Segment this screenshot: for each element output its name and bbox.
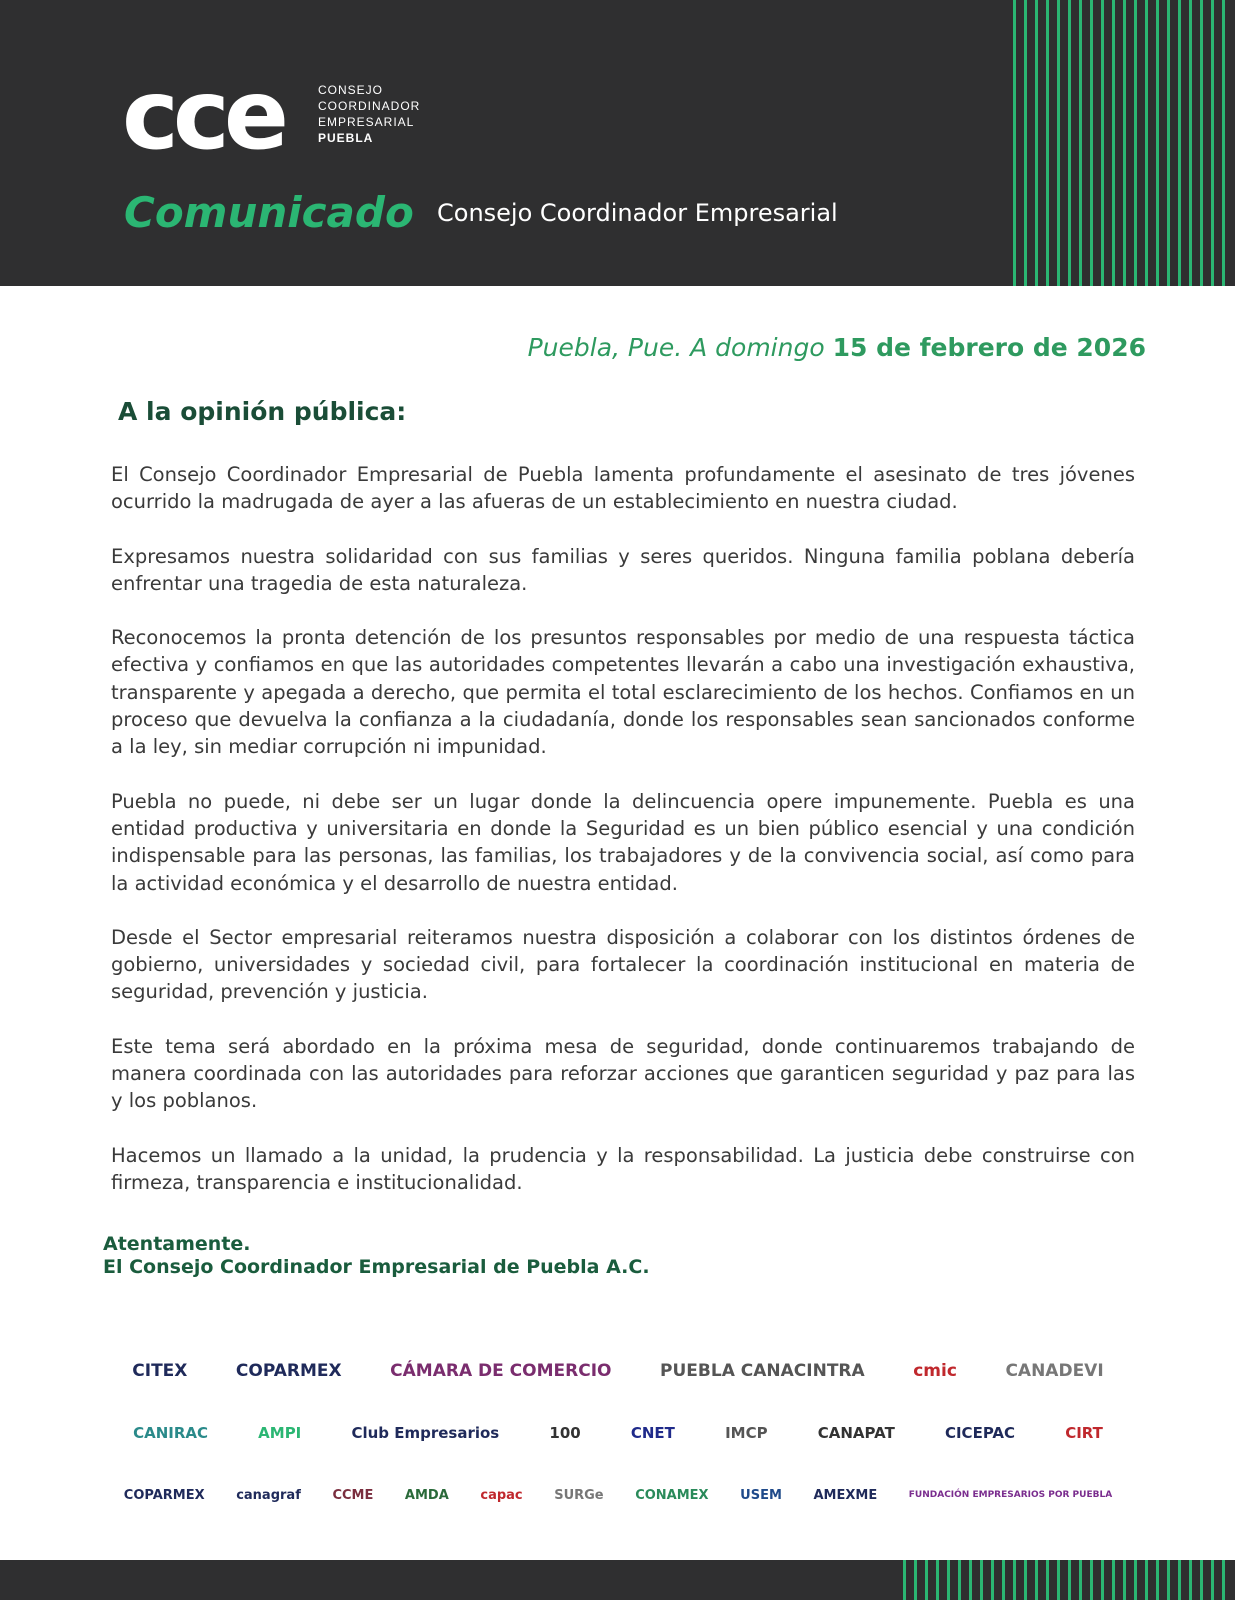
member-logo: PUEBLA CANACINTRA — [660, 1361, 865, 1381]
decorative-stripes — [903, 1560, 1225, 1600]
logo-text — [318, 82, 420, 146]
member-logo: CONAMEX — [635, 1487, 709, 1503]
paragraph: Este tema será abordado en la próxima mesa de seguridad, donde continuaremos trabajando de manera coordinada con las autoridades para reforzar acciones que garanticen seguridad y paz para las y los poblanos. — [111, 1034, 1135, 1113]
member-logo: CCME — [332, 1487, 374, 1503]
logo-row — [108, 1402, 1128, 1464]
cce-logo: cce — [122, 59, 283, 171]
member-logo: canagraf — [236, 1487, 301, 1503]
logo-line: COORDINADOR — [318, 99, 421, 113]
paragraph: Hacemos un llamado a la unidad, la prudencia y la responsabilidad. La justicia debe construirse con firmeza, transparencia e institucionalidad. — [111, 1143, 1135, 1194]
member-logo: capac — [480, 1487, 523, 1503]
member-logo: Club Empresarios — [351, 1424, 500, 1442]
member-logo: CANIRAC — [133, 1424, 208, 1442]
decorative-stripes — [1013, 0, 1225, 286]
letter-body — [111, 461, 1135, 1223]
member-logo: CANAPAT — [817, 1424, 895, 1442]
date-place: Puebla, Pue. A domingo — [527, 333, 825, 362]
paragraph: Puebla no puede, ni debe ser un lugar donde la delincuencia opere impunemente. Puebla es una entidad productiva y universitaria en donde la Seguridad es un bien público esencial y una condición indispensable para las personas, las familias, los trabajadores y de la convivencia social, así como para la actividad económica y el desarrollo de nuestra entidad. — [111, 789, 1135, 895]
member-logo: IMCP — [725, 1424, 768, 1442]
date-line — [528, 333, 1146, 362]
signing-org: El Consejo Coordinador Empresarial de Puebla A.C. — [103, 1256, 650, 1278]
logo-line: EMPRESARIAL — [318, 115, 415, 129]
member-logo: CNET — [630, 1424, 675, 1442]
date-value: 15 de febrero de 2026 — [832, 333, 1146, 362]
member-logo: FUNDACIÓN EMPRESARIOS POR PUEBLA — [908, 1490, 1113, 1500]
member-logo: CANADEVI — [1005, 1361, 1104, 1381]
closing: Atentamente. — [103, 1233, 251, 1255]
footer-bar — [0, 1560, 1235, 1600]
header-banner — [0, 0, 1235, 286]
paragraph: Expresamos nuestra solidaridad con sus familias y seres queridos. Ninguna familia poblana debería enfrentar una tragedia de esta naturaleza. — [111, 544, 1135, 595]
member-logo: SURGe — [554, 1487, 604, 1503]
member-logo: AMDA — [404, 1487, 449, 1503]
member-logo: CÁMARA DE COMERCIO — [390, 1361, 612, 1381]
member-logo: CIRT — [1065, 1424, 1103, 1442]
member-logo: AMEXME — [813, 1487, 878, 1503]
paragraph: El Consejo Coordinador Empresarial de Puebla lamenta profundamente el asesinato de tres jóvenes ocurrido la madrugada de ayer a las afueras de un establecimiento en nuestra ciudad. — [111, 463, 1135, 514]
page-title: Comunicado — [124, 188, 414, 237]
member-logo: cmic — [913, 1361, 957, 1381]
member-logo: COPARMEX — [123, 1487, 205, 1503]
logo-line: CONSEJO — [318, 83, 384, 97]
greeting: A la opinión pública: — [118, 397, 407, 426]
paragraph: Reconocemos la pronta detención de los presuntos responsables por medio de una respuesta táctica efectiva y confiamos en que las autoridades competentes llevarán a cabo una investigación exhaustiva, transparente y apegada a derecho, que permita el total esclarecimiento de los hechos. Confiamos en un proceso que devuelva la confianza a la ciudadanía, donde los responsables sean sancionados conforme a la ley, sin mediar corrupción ni impunidad. — [111, 626, 1135, 759]
member-logo: USEM — [740, 1487, 782, 1503]
member-logo: 100 — [549, 1424, 581, 1442]
member-logo: COPARMEX — [235, 1361, 342, 1381]
logo-row — [108, 1464, 1128, 1526]
member-logos — [108, 1340, 1128, 1526]
member-logo: CITEX — [132, 1361, 188, 1381]
signature — [103, 1233, 650, 1279]
logo-line: PUEBLA — [318, 131, 374, 145]
logo-row — [108, 1340, 1128, 1402]
paragraph: Desde el Sector empresarial reiteramos nuestra disposición a colaborar con los distintos órdenes de gobierno, universidades y sociedad civil, para fortalecer la coordinación institucional en materia de seguridad, prevención y justicia. — [111, 925, 1135, 1004]
member-logo: AMPI — [258, 1424, 302, 1442]
page-subtitle: Consejo Coordinador Empresarial — [437, 199, 838, 227]
member-logo: CICEPAC — [944, 1424, 1016, 1442]
